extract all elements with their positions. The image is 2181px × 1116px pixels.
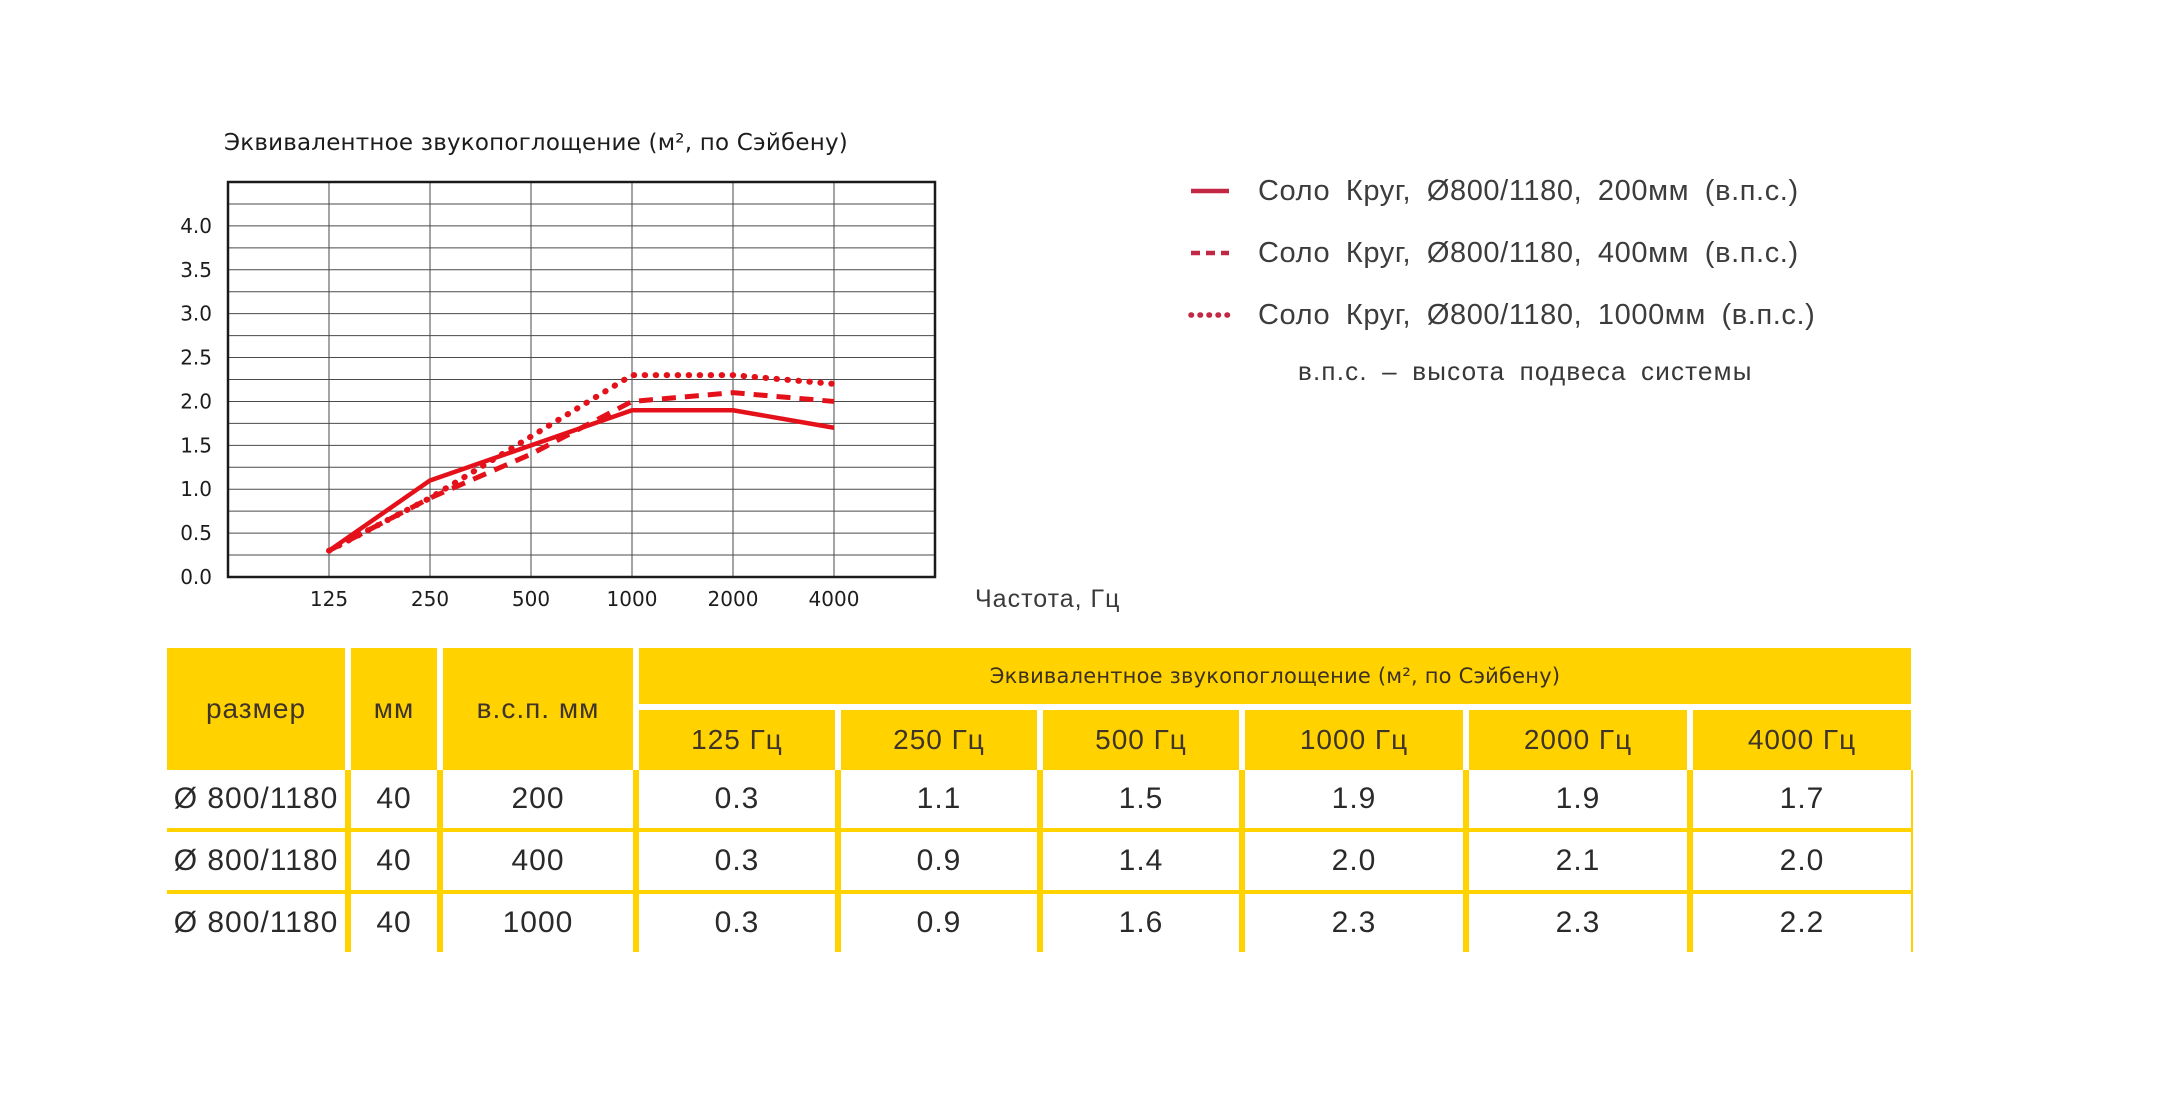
table-cell-value: 1.6: [1043, 894, 1239, 952]
table-cell-value: 0.9: [841, 832, 1037, 890]
svg-text:3.0: 3.0: [180, 301, 212, 326]
svg-text:1.0: 1.0: [180, 477, 212, 502]
table-cell-value: 1.1: [841, 770, 1037, 828]
dotted-line-sample-icon: [1188, 308, 1232, 322]
svg-text:2.0: 2.0: [180, 389, 212, 414]
header-cell-500hz: 500 Гц: [1043, 710, 1239, 770]
table-cell-value: 0.3: [639, 770, 835, 828]
legend-item-200mm: [1188, 160, 1815, 222]
svg-text:1000: 1000: [606, 587, 658, 611]
legend-label: Соло Круг, Ø800/1180, 200мм (в.п.с.): [1258, 174, 1799, 207]
svg-text:2.5: 2.5: [180, 345, 212, 370]
table-cell-value: 1.9: [1245, 770, 1463, 828]
table-cell-value: 1.9: [1469, 770, 1687, 828]
table-cell-value: 2.3: [1469, 894, 1687, 952]
table-cell-value: 0.3: [639, 894, 835, 952]
header-cell-size: размер: [167, 648, 345, 770]
table-cell-vsp: 400: [443, 832, 633, 890]
table-cell-size: Ø 800/1180: [167, 894, 345, 952]
table-body: [167, 770, 1913, 952]
svg-text:3.5: 3.5: [180, 257, 212, 282]
absorption-line-chart: [150, 168, 980, 633]
legend-label: Соло Круг, Ø800/1180, 400мм (в.п.с.): [1258, 236, 1799, 269]
header-cell-125hz: 125 Гц: [639, 710, 835, 770]
solid-line-sample-icon: [1188, 184, 1232, 198]
table-cell-value: 2.0: [1693, 832, 1911, 890]
svg-text:0.0: 0.0: [180, 565, 212, 589]
header-cell-vsp: в.с.п. мм: [443, 648, 633, 770]
table-cell-vsp: 200: [443, 770, 633, 828]
svg-text:125: 125: [309, 587, 349, 611]
table-cell-value: 1.5: [1043, 770, 1239, 828]
table-cell-size: Ø 800/1180: [167, 770, 345, 828]
svg-text:250: 250: [410, 587, 450, 611]
header-cell-250hz: 250 Гц: [841, 710, 1037, 770]
table-cell-mm: 40: [351, 770, 437, 828]
absorption-table: [167, 648, 1913, 952]
legend-item-1000mm: [1188, 284, 1815, 346]
legend-item-400mm: [1188, 222, 1815, 284]
table-header: [167, 648, 1913, 770]
table-cell-value: 2.2: [1693, 894, 1911, 952]
svg-text:1.5: 1.5: [180, 433, 212, 458]
header-cell-1000hz: 1000 Гц: [1245, 710, 1463, 770]
svg-text:0.5: 0.5: [180, 521, 212, 546]
table-cell-value: 2.0: [1245, 832, 1463, 890]
chart-title: Эквивалентное звукопоглощение (м², по Сэйбену): [224, 130, 848, 156]
table-cell-value: 0.3: [639, 832, 835, 890]
table-cell-value: 1.7: [1693, 770, 1911, 828]
svg-text:2000: 2000: [707, 587, 759, 611]
table-cell-value: 0.9: [841, 894, 1037, 952]
table-cell-vsp: 1000: [443, 894, 633, 952]
chart-legend: [1188, 160, 1815, 346]
header-cell-mm: мм: [351, 648, 437, 770]
legend-label: Соло Круг, Ø800/1180, 1000мм (в.п.с.): [1258, 298, 1816, 331]
svg-text:4.0: 4.0: [180, 213, 212, 238]
table-cell-size: Ø 800/1180: [167, 832, 345, 890]
table-cell-mm: 40: [351, 894, 437, 952]
legend-abbreviation-note: в.п.с. – высота подвеса системы: [1298, 356, 1753, 386]
svg-text:4000: 4000: [808, 587, 860, 611]
x-axis-unit-label: Частота, Гц: [975, 585, 1121, 613]
table-cell-mm: 40: [351, 832, 437, 890]
table-cell-value: 2.3: [1245, 894, 1463, 952]
header-cell-4000hz: 4000 Гц: [1693, 710, 1911, 770]
dashed-line-sample-icon: [1188, 246, 1232, 260]
table-cell-value: 1.4: [1043, 832, 1239, 890]
header-cell-span-title: Эквивалентное звукопоглощение (м², по Сэйбену): [639, 648, 1911, 704]
table-cell-value: 2.1: [1469, 832, 1687, 890]
svg-text:500: 500: [511, 587, 551, 611]
header-cell-2000hz: 2000 Гц: [1469, 710, 1687, 770]
